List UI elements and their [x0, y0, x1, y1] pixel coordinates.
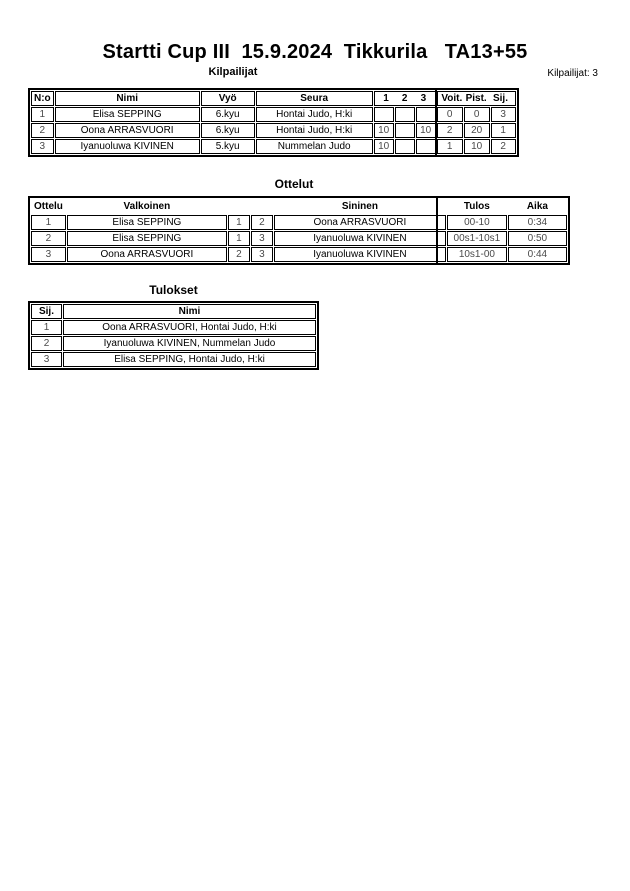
match-no-cell: 3	[31, 247, 66, 262]
results-table	[28, 301, 319, 370]
results-col-place: Sij.	[31, 304, 62, 319]
matches-col-blue-no	[251, 199, 273, 214]
wins-cell: 1	[437, 139, 463, 154]
time-cell: 0:44	[508, 247, 567, 262]
wins-cell: 2	[437, 123, 463, 138]
match-row	[31, 247, 567, 262]
competitor-name-cell: Elisa SEPPING	[55, 107, 200, 122]
match2-score-cell	[395, 123, 415, 138]
matches-col-white: Valkoinen	[123, 201, 171, 212]
match-row	[31, 215, 567, 230]
competitor-name-cell: Iyanuoluwa KIVINEN	[55, 139, 200, 154]
time-cell: 0:50	[508, 231, 567, 246]
blue-no-cell: 3	[251, 247, 273, 262]
white-name-cell: Oona ARRASVUORI	[67, 247, 227, 262]
results-header-row	[31, 304, 316, 319]
matches-col-white-no	[228, 199, 250, 214]
competitors-table	[28, 88, 519, 157]
competitor-name-cell: Oona ARRASVUORI	[55, 123, 200, 138]
competitor-club-cell: Nummelan Judo	[256, 139, 373, 154]
matches-col-blue: Sininen	[341, 201, 378, 212]
competitors-table-wrapper	[28, 88, 519, 157]
match-no-cell: 1	[31, 215, 66, 230]
match-no-cell: 2	[31, 231, 66, 246]
blue-no-cell: 3	[251, 231, 273, 246]
result-name-cell: Elisa SEPPING, Hontai Judo, H:ki	[63, 352, 316, 367]
competitor-belt-cell: 5.kyu	[201, 139, 255, 154]
white-no-cell: 1	[228, 215, 250, 230]
wins-cell: 0	[437, 107, 463, 122]
results-col-name: Nimi	[63, 304, 316, 319]
match-row	[31, 231, 567, 246]
matches-table	[28, 196, 570, 265]
competitor-count-label: Kilpailijat: 3	[547, 68, 598, 79]
match-3-col-header: 3	[420, 93, 427, 104]
white-name-cell: Elisa SEPPING	[67, 215, 227, 230]
competitors-col-totals	[437, 91, 516, 106]
competitors-col-name: Nimi	[55, 91, 200, 106]
match-2-col-header: 2	[401, 93, 408, 104]
competitor-no-cell: 2	[31, 123, 54, 138]
competitors-heading: Kilpailijat	[208, 66, 258, 78]
competitors-col-no: N:o	[31, 91, 54, 106]
result-name-cell: Oona ARRASVUORI, Hontai Judo, H:ki	[63, 320, 316, 335]
thick-divider	[435, 88, 437, 157]
competitor-row	[31, 139, 516, 154]
match3-score-cell: 10	[416, 123, 436, 138]
competitor-club-cell: Hontai Judo, H:ki	[256, 123, 373, 138]
match2-score-cell	[395, 107, 415, 122]
place-cell: 1	[491, 123, 516, 138]
competitor-no-cell: 1	[31, 107, 54, 122]
blue-no-cell: 2	[251, 215, 273, 230]
result-place-cell: 1	[31, 320, 62, 335]
place-cell: 3	[491, 107, 516, 122]
result-cell: 00-10	[447, 215, 507, 230]
competitor-club-cell: Hontai Judo, H:ki	[256, 107, 373, 122]
matches-col-result: Tulos	[463, 201, 490, 212]
competitors-col-belt: Vyö	[201, 91, 255, 106]
results-table-wrapper	[28, 301, 319, 370]
competitors-header-row	[31, 91, 516, 106]
competitor-belt-cell: 6.kyu	[201, 123, 255, 138]
blue-name-cell: Iyanuoluwa KIVINEN	[274, 231, 446, 246]
result-cell: 00s1-10s1	[447, 231, 507, 246]
match3-score-cell	[416, 107, 436, 122]
points-cell: 0	[464, 107, 490, 122]
white-no-cell: 1	[228, 231, 250, 246]
time-cell: 0:34	[508, 215, 567, 230]
points-col-header: Pist.	[465, 93, 487, 104]
match1-score-cell: 10	[374, 123, 394, 138]
page-title: Startti Cup III 15.9.2024 Tikkurila TA13+55	[102, 41, 528, 63]
match-1-col-header: 1	[383, 93, 389, 104]
competitor-belt-cell: 6.kyu	[201, 107, 255, 122]
matches-table-wrapper	[28, 196, 570, 265]
result-cell: 10s1-00	[447, 247, 507, 262]
match2-score-cell	[395, 139, 415, 154]
thick-divider	[436, 196, 438, 265]
matches-header-row	[31, 199, 567, 214]
white-no-cell: 2	[228, 247, 250, 262]
wins-col-header: Voit.	[441, 93, 463, 104]
competitor-no-cell: 3	[31, 139, 54, 154]
competitor-row	[31, 107, 516, 122]
matches-heading: Ottelut	[274, 177, 314, 191]
match1-score-cell: 10	[374, 139, 394, 154]
result-place-cell: 2	[31, 336, 62, 351]
result-row	[31, 320, 316, 335]
blue-name-cell: Iyanuoluwa KIVINEN	[274, 247, 446, 262]
white-name-cell: Elisa SEPPING	[67, 231, 227, 246]
points-cell: 10	[464, 139, 490, 154]
result-row	[31, 336, 316, 351]
result-place-cell: 3	[31, 352, 62, 367]
points-cell: 20	[464, 123, 490, 138]
result-name-cell: Iyanuoluwa KIVINEN, Nummelan Judo	[63, 336, 316, 351]
results-heading: Tulokset	[149, 283, 198, 297]
result-row	[31, 352, 316, 367]
blue-name-cell: Oona ARRASVUORI	[274, 215, 446, 230]
place-cell: 2	[491, 139, 516, 154]
match3-score-cell	[416, 139, 436, 154]
matches-col-time: Aika	[526, 201, 548, 212]
match1-score-cell	[374, 107, 394, 122]
competitor-row	[31, 123, 516, 138]
matches-col-match: Ottelu	[34, 201, 63, 212]
place-col-header: Sij.	[492, 93, 508, 104]
competitors-col-club: Seura	[256, 91, 373, 106]
competitors-col-matches	[374, 91, 436, 106]
